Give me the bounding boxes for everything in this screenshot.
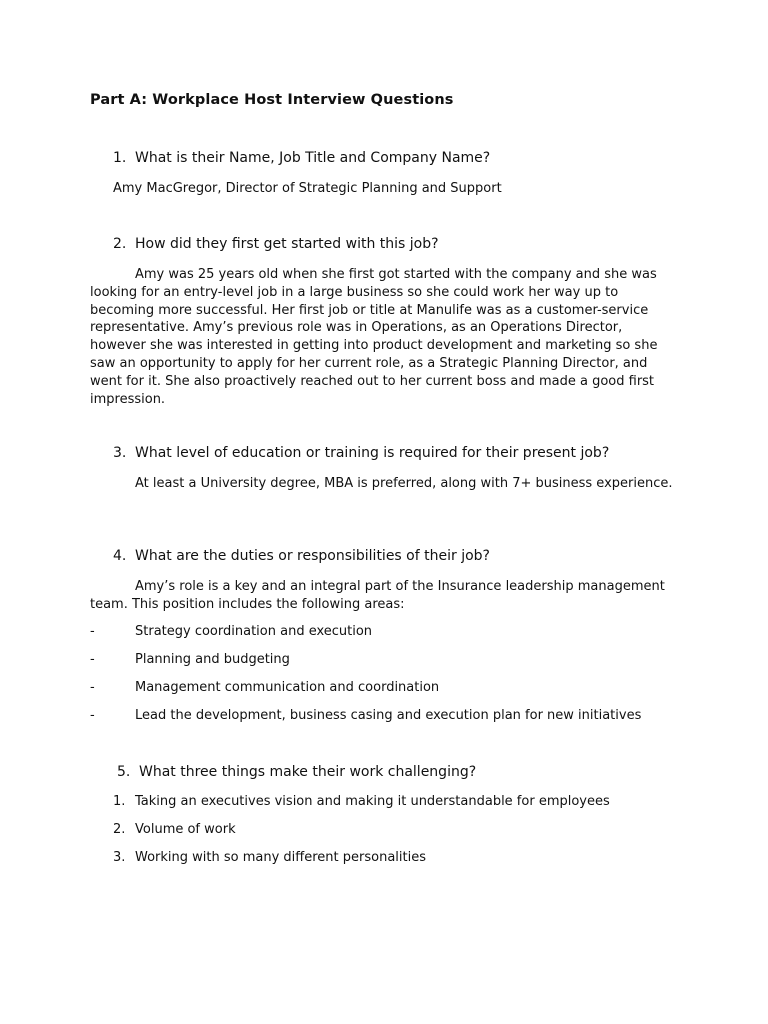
question-4	[113, 548, 490, 564]
bullet-item	[90, 708, 641, 723]
answer-1: Amy MacGregor, Director of Strategic Planning and Support	[113, 181, 502, 196]
bullet-marker: -	[90, 680, 95, 695]
answer-4: Amy’s role is a key and an integral part of the Insurance leadership management team. This position includes the following areas:	[90, 579, 665, 612]
question-number: 4.	[113, 548, 127, 564]
bullet-item	[90, 680, 439, 695]
question-text: How did they first get started with this job?	[135, 236, 439, 252]
list-item-number: 3.	[113, 850, 126, 865]
page-title: Part A: Workplace Host Interview Questions	[90, 92, 454, 108]
list-item	[113, 850, 426, 865]
list-item-number: 2.	[113, 822, 126, 837]
bullet-item	[90, 652, 290, 667]
answer-3: At least a University degree, MBA is preferred, along with 7+ business experience.	[135, 476, 673, 491]
list-item	[113, 794, 610, 809]
list-item	[113, 822, 236, 837]
question-number: 1.	[113, 150, 127, 166]
list-item-text: Taking an executives vision and making it understandable for employees	[135, 794, 610, 809]
question-1	[113, 150, 490, 166]
bullet-text: Planning and budgeting	[135, 652, 290, 667]
bullet-item	[90, 624, 372, 639]
question-3	[113, 445, 609, 461]
bullet-marker: -	[90, 652, 95, 667]
list-item-text: Working with so many different personalities	[135, 850, 426, 865]
bullet-text: Management communication and coordination	[135, 680, 440, 695]
answer-2: Amy was 25 years old when she first got started with the company and she was looking for an entry-level job in a large business so she could work her way up to becoming more successful. Her first job or title at Manulife was as a customer-service representative. Amy’s previous role was in Operations, as an Operations Director, however she was interested in getting into product development and marketing so she saw an opportunity to apply for her current role, as a Strategic Planning Director, and went for it. She also proactively reached out to her current boss and made a good first impression.	[90, 267, 658, 407]
question-5	[117, 764, 476, 780]
bullet-text: Lead the development, business casing and execution plan for new initiatives	[135, 708, 642, 723]
question-number: 5.	[117, 764, 131, 780]
question-number: 3.	[113, 445, 127, 461]
list-item-text: Volume of work	[135, 822, 236, 837]
question-text: What three things make their work challenging?	[139, 764, 477, 780]
list-item-number: 1.	[113, 794, 126, 809]
question-number: 2.	[113, 236, 127, 252]
bullet-marker: -	[90, 624, 95, 639]
question-text: What are the duties or responsibilities of their job?	[135, 548, 490, 564]
question-2	[113, 236, 439, 252]
bullet-marker: -	[90, 708, 95, 723]
question-text: What level of education or training is required for their present job?	[135, 445, 610, 461]
bullet-text: Strategy coordination and execution	[135, 624, 373, 639]
question-text: What is their Name, Job Title and Company Name?	[135, 150, 491, 166]
